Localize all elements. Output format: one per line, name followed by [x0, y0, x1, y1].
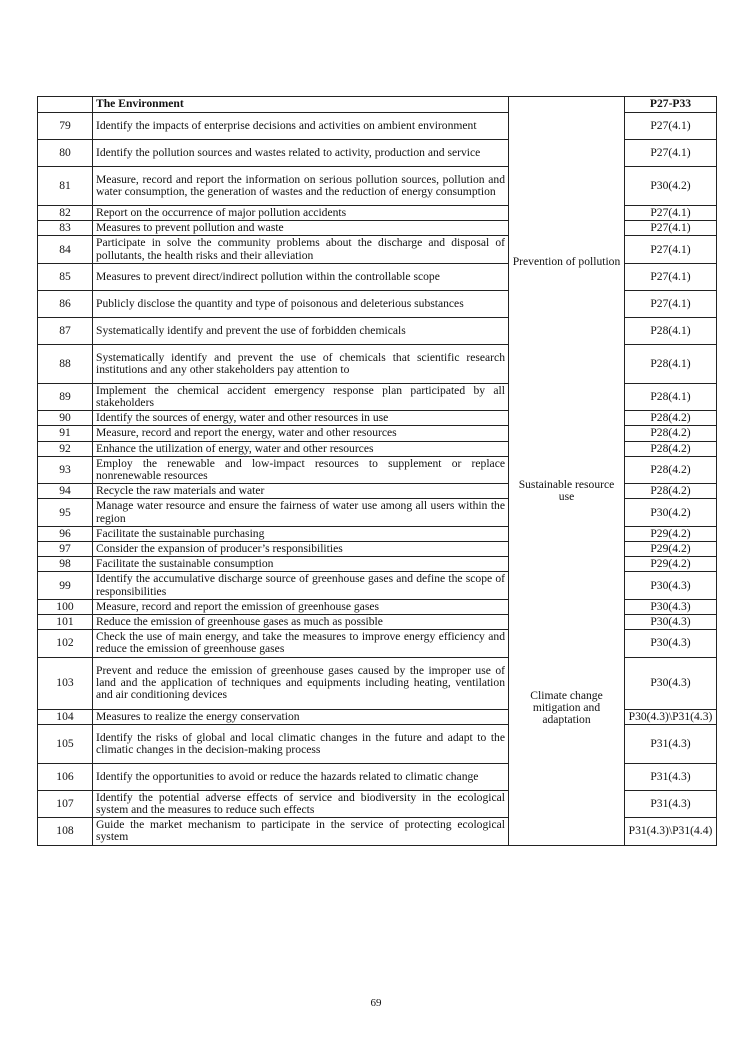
row-description: Measures to realize the energy conservation: [93, 709, 509, 724]
row-reference: P28(4.1): [625, 383, 717, 410]
table-row: [38, 411, 717, 426]
row-number: 84: [38, 236, 93, 263]
row-reference: P30(4.3): [625, 630, 717, 657]
row-number: 98: [38, 557, 93, 572]
row-number: 101: [38, 615, 93, 630]
row-description: Report on the occurrence of major pollution accidents: [93, 206, 509, 221]
row-reference: P27(4.1): [625, 113, 717, 140]
row-reference: P29(4.2): [625, 526, 717, 541]
row-number: 82: [38, 206, 93, 221]
row-number: 81: [38, 167, 93, 206]
page-range: P27-P33: [625, 97, 717, 113]
row-description: Participate in solve the community problems about the discharge and disposal of pollutants, the health risks and their alleviation: [93, 236, 509, 263]
row-reference: P30(4.2): [625, 499, 717, 526]
row-number: 80: [38, 140, 93, 167]
row-description: Systematically identify and prevent the use of chemicals that scientific research institutions and any other stakeholders pay attention to: [93, 344, 509, 383]
row-description: Identify the sources of energy, water and other resources in use: [93, 411, 509, 426]
row-reference: P28(4.1): [625, 317, 717, 344]
row-description: Measure, record and report the emission of greenhouse gases: [93, 599, 509, 614]
row-reference: P30(4.3): [625, 657, 717, 709]
row-number: 97: [38, 542, 93, 557]
row-number: 88: [38, 344, 93, 383]
category-resource-use: Sustainable resource use: [509, 411, 625, 572]
row-description: Reduce the emission of greenhouse gases as much as possible: [93, 615, 509, 630]
row-reference: P31(4.3): [625, 724, 717, 763]
row-description: Manage water resource and ensure the fairness of water use among all users within the region: [93, 499, 509, 526]
row-reference: P30(4.3)\P31(4.3): [625, 709, 717, 724]
row-description: Measures to prevent pollution and waste: [93, 221, 509, 236]
row-description: Facilitate the sustainable consumption: [93, 557, 509, 572]
row-number: 83: [38, 221, 93, 236]
row-reference: P27(4.1): [625, 221, 717, 236]
row-reference: P28(4.2): [625, 456, 717, 483]
row-number: 86: [38, 290, 93, 317]
row-reference: P27(4.1): [625, 236, 717, 263]
row-reference: P27(4.1): [625, 263, 717, 290]
row-description: Measure, record and report the information on serious pollution sources, pollution and water consumption, the generation of wastes and the reduction of energy consumption: [93, 167, 509, 206]
row-description: Identify the pollution sources and wastes related to activity, production and service: [93, 140, 509, 167]
category-climate-change: Climate change mitigation and adaptation: [509, 572, 625, 845]
row-number: 95: [38, 499, 93, 526]
row-reference: P31(4.3)\P31(4.4): [625, 818, 717, 845]
row-number: 92: [38, 441, 93, 456]
row-reference: P30(4.3): [625, 615, 717, 630]
row-description: Identify the impacts of enterprise decisions and activities on ambient environment: [93, 113, 509, 140]
page-number: 69: [370, 997, 382, 1009]
row-number: 99: [38, 572, 93, 599]
row-reference: P28(4.2): [625, 411, 717, 426]
row-description: Implement the chemical accident emergency response plan participated by all stakeholders: [93, 383, 509, 410]
row-description: Measure, record and report the energy, water and other resources: [93, 426, 509, 441]
row-number: 104: [38, 709, 93, 724]
row-number: 90: [38, 411, 93, 426]
row-reference: P27(4.1): [625, 140, 717, 167]
row-description: Guide the market mechanism to participate in the service of protecting ecological system: [93, 818, 509, 845]
row-reference: P30(4.2): [625, 167, 717, 206]
row-number: 105: [38, 724, 93, 763]
category-pollution: Prevention of pollution: [509, 113, 625, 411]
row-reference: P27(4.1): [625, 290, 717, 317]
row-description: Identify the potential adverse effects of service and biodiversity in the ecological system and the measures to reduce such effects: [93, 790, 509, 817]
row-number: 108: [38, 818, 93, 845]
row-number: 94: [38, 484, 93, 499]
header-number-cell: [38, 97, 93, 113]
row-reference: P31(4.3): [625, 790, 717, 817]
table-row: [38, 572, 717, 599]
row-reference: P27(4.1): [625, 206, 717, 221]
row-number: 91: [38, 426, 93, 441]
row-number: 96: [38, 526, 93, 541]
row-description: Check the use of main energy, and take the measures to improve energy efficiency and reduce the emission of greenhouse gases: [93, 630, 509, 657]
table-header-row: [38, 97, 717, 113]
table-row: [38, 113, 717, 140]
row-reference: P31(4.3): [625, 763, 717, 790]
row-number: 89: [38, 383, 93, 410]
row-number: 79: [38, 113, 93, 140]
row-reference: P30(4.3): [625, 599, 717, 614]
row-description: Consider the expansion of producer’s responsibilities: [93, 542, 509, 557]
row-number: 87: [38, 317, 93, 344]
row-description: Identify the opportunities to avoid or reduce the hazards related to climatic change: [93, 763, 509, 790]
row-number: 102: [38, 630, 93, 657]
row-description: Identify the accumulative discharge source of greenhouse gases and define the scope of responsibilities: [93, 572, 509, 599]
row-description: Systematically identify and prevent the use of forbidden chemicals: [93, 317, 509, 344]
row-reference: P29(4.2): [625, 542, 717, 557]
row-reference: P28(4.1): [625, 344, 717, 383]
row-description: Enhance the utilization of energy, water and other resources: [93, 441, 509, 456]
row-number: 85: [38, 263, 93, 290]
row-description: Measures to prevent direct/indirect pollution within the controllable scope: [93, 263, 509, 290]
environment-table: [37, 96, 717, 846]
row-reference: P30(4.3): [625, 572, 717, 599]
row-number: 100: [38, 599, 93, 614]
row-description: Employ the renewable and low-impact resources to supplement or replace nonrenewable resources: [93, 456, 509, 483]
row-description: Prevent and reduce the emission of greenhouse gases caused by the improper use of land and the application of techniques and equipments including heating, ventilation and air conditioning devices: [93, 657, 509, 709]
row-number: 103: [38, 657, 93, 709]
row-reference: P29(4.2): [625, 557, 717, 572]
row-description: Publicly disclose the quantity and type of poisonous and deleterious substances: [93, 290, 509, 317]
row-description: Facilitate the sustainable purchasing: [93, 526, 509, 541]
section-title: The Environment: [93, 97, 509, 113]
row-number: 106: [38, 763, 93, 790]
row-reference: P28(4.2): [625, 426, 717, 441]
row-description: Identify the risks of global and local climatic changes in the future and adapt to the climatic changes in the decision-making process: [93, 724, 509, 763]
row-number: 107: [38, 790, 93, 817]
row-reference: P28(4.2): [625, 441, 717, 456]
row-description: Recycle the raw materials and water: [93, 484, 509, 499]
header-category-cell: [509, 97, 625, 113]
row-number: 93: [38, 456, 93, 483]
row-reference: P28(4.2): [625, 484, 717, 499]
